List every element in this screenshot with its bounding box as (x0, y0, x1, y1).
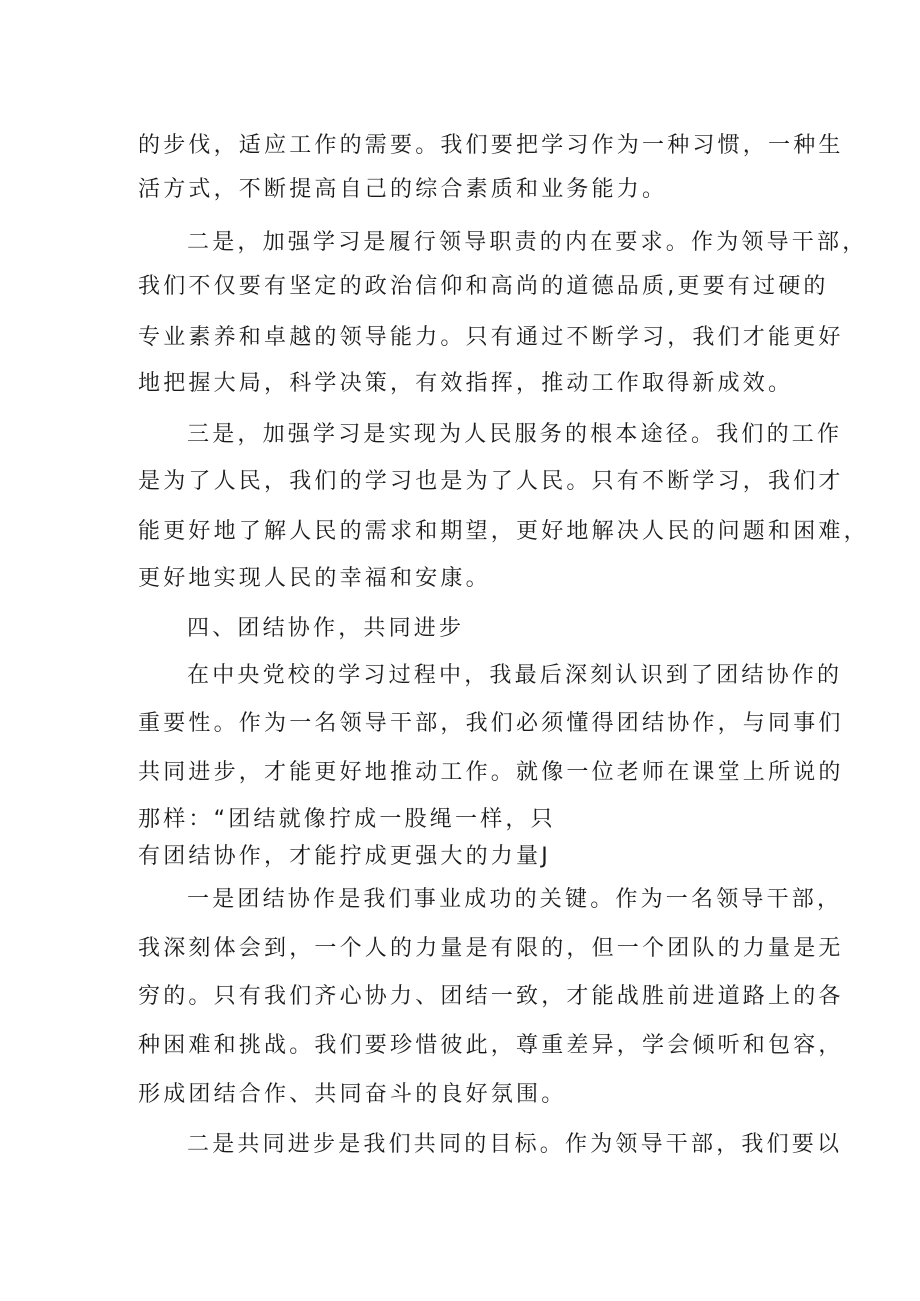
text-line: 活方式，不断提高自己的综合素质和业务能力。 (138, 177, 668, 202)
text-line: 形成团结合作、共同奋斗的良好氛围。 (138, 1082, 567, 1107)
text-line: 三是，加强学习是实现为人民服务的根本途径。我们的工作 (187, 422, 843, 447)
text-line: 在中央党校的学习过程中，我最后深刻认识到了团结协作的 (187, 663, 843, 688)
text-line: 穷的。只有我们齐心协力、团结一致，才能战胜前进道路上的各 (138, 984, 844, 1009)
text-line: 那样：“团结就像拧成一股绳一样，只 (138, 807, 556, 832)
text-line: 地把握大局，科学决策，有效指挥，推动工作取得新成效。 (138, 371, 794, 396)
text-line: 更好地实现人民的幸福和安康。 (138, 566, 491, 591)
text-line: 能更好地了解人民的需求和期望，更好地解决人民的问题和困难， (138, 519, 869, 544)
text-line: 一是团结协作是我们事业成功的关键。作为一名领导干部， (187, 887, 843, 912)
text-line: 种困难和挑战。我们要珍惜彼此，尊重差异，学会倾听和包容， (138, 1033, 844, 1058)
text-line: 我们不仅要有坚定的政治信仰和高尚的道德品质,更要有过硬的 (138, 274, 829, 299)
text-line: 专业素养和卓越的领导能力。只有通过不断学习，我们才能更好 (138, 325, 844, 350)
text-line: 的步伐，适应工作的需要。我们要把学习作为一种习惯，一种生 (138, 133, 844, 158)
text-line: 重要性。作为一名领导干部，我们必须懂得团结协作，与同事们 (138, 711, 844, 736)
text-line: 二是共同进步是我们共同的目标。作为领导干部，我们要以 (187, 1132, 843, 1157)
section-heading: 四、团结协作，共同进步 (187, 616, 465, 641)
text-line: 有团结协作，才能拧成更强大的力量J (138, 844, 551, 869)
text-line: 是为了人民，我们的学习也是为了人民。只有不断学习，我们才 (138, 469, 844, 494)
text-line: 二是，加强学习是履行领导职责的内在要求。作为领导干部， (187, 230, 868, 255)
text-line: 共同进步，才能更好地推动工作。就像一位老师在课堂上所说的 (138, 760, 844, 785)
text-line: 我深刻体会到，一个人的力量是有限的，但一个团队的力量是无 (138, 936, 844, 961)
